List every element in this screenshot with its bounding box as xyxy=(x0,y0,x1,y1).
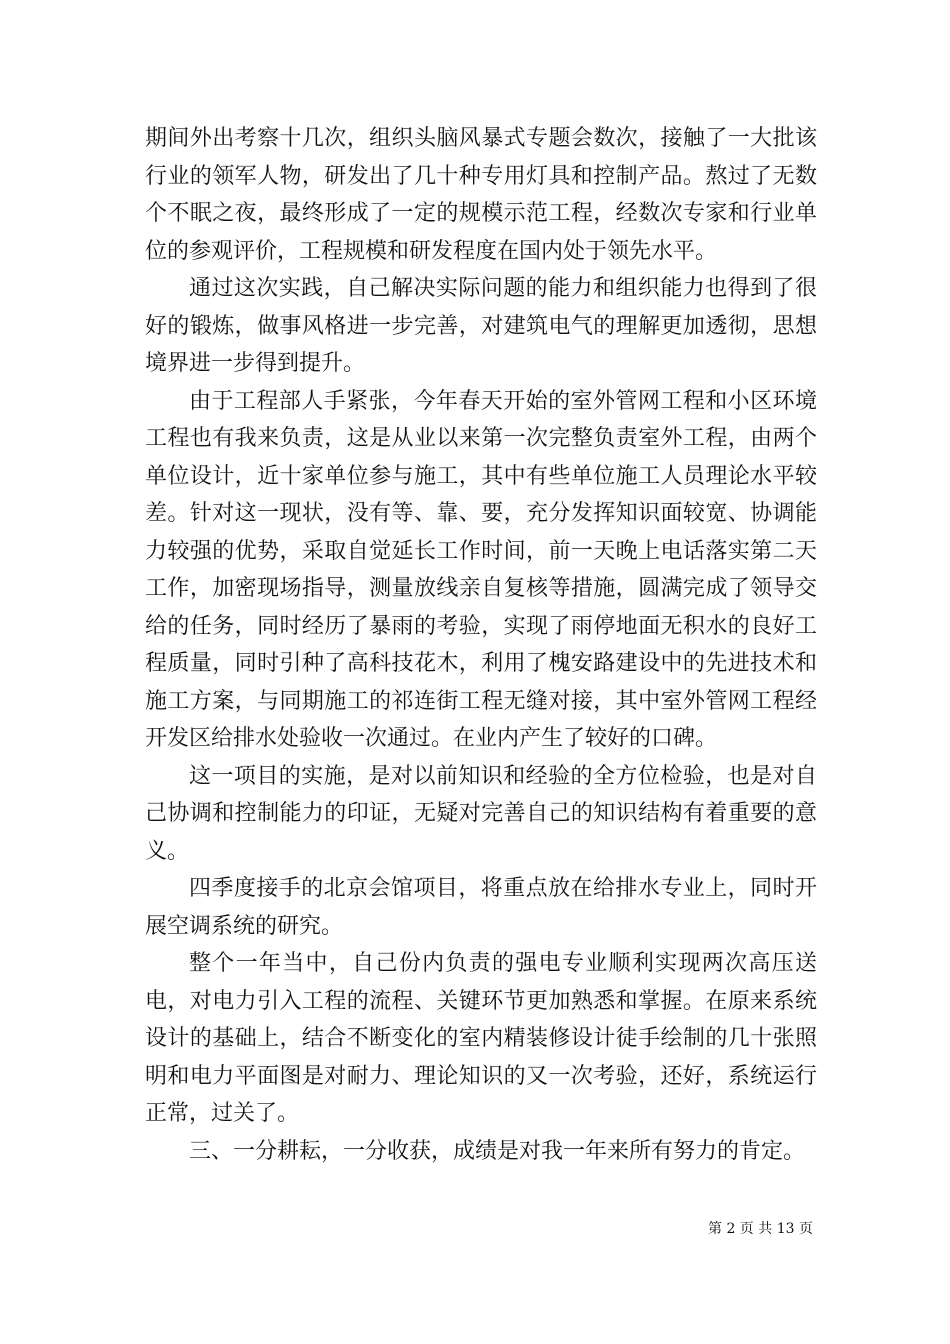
page-number-footer: 第 2 页 共 13 页 xyxy=(708,1221,813,1237)
paragraph-6: 整个一年当中，自己份内负责的强电专业顺利实现两次高压送电，对电力引入工程的流程、关键环节更加熟悉和掌握。在原来系统设计的基础上，结合不断变化的室内精装修设计徒手绘制的几十张照明和电力平面图是对耐力、理论知识的又一次考验，还好，系统运行正常，过关了。 xyxy=(145,951,817,1126)
paragraph-7: 三、一分耕耘，一分收获，成绩是对我一年来所有努力的肯定。 xyxy=(189,1138,806,1164)
paragraph-5: 四季度接手的北京会馆项目，将重点放在给排水专业上，同时开展空调系统的研究。 xyxy=(145,876,817,939)
paragraph-4: 这一项目的实施，是对以前知识和经验的全方位检验，也是对自己协调和控制能力的印证，无疑对完善自己的知识结构有着重要的意义。 xyxy=(145,763,817,864)
document-body xyxy=(145,120,817,1170)
paragraph-3: 由于工程部人手紧张，今年春天开始的室外管网工程和小区环境工程也有我来负责，这是从业以来第一次完整负责室外工程，由两个单位设计，近十家单位参与施工，其中有些单位施工人员理论水平较差。针对这一现状，没有等、靠、要，充分发挥知识面较宽、协调能力较强的优势，采取自觉延长工作时间，前一天晚上电话落实第二天工作，加密现场指导，测量放线亲自复核等措施，圆满完成了领导交给的任务，同时经历了暴雨的考验，实现了雨停地面无积水的良好工程质量，同时引种了高科技花木，利用了槐安路建设中的先进技术和施工方案，与同期施工的祁连街工程无缝对接，其中室外管网工程经开发区给排水处验收一次通过。在业内产生了较好的口碑。 xyxy=(145,388,817,751)
paragraph-1: 期间外出考察十几次，组织头脑风暴式专题会数次，接触了一大批该行业的领军人物，研发出了几十种专用灯具和控制产品。熬过了无数个不眠之夜，最终形成了一定的规模示范工程，经数次专家和行业单位的参观评价，工程规模和研发程度在国内处于领先水平。 xyxy=(145,126,817,264)
paragraph-2: 通过这次实践，自己解决实际问题的能力和组织能力也得到了很好的锻炼，做事风格进一步完善，对建筑电气的理解更加透彻，思想境界进一步得到提升。 xyxy=(145,276,817,376)
